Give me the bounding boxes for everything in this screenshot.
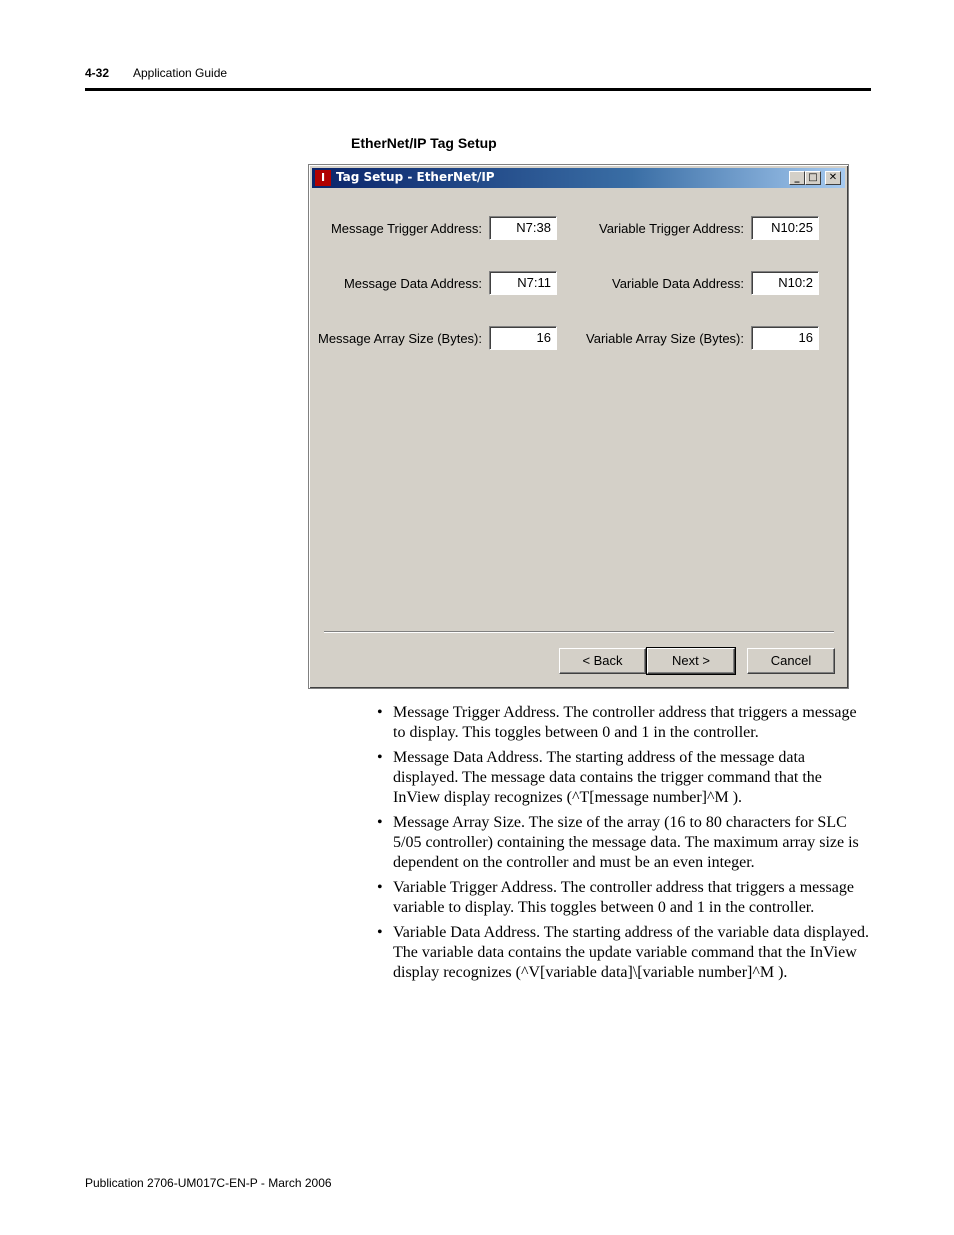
list-item: • Variable Data Address. The starting address of the variable data displayed. The variable data contains the update variable command that the InView display recognizes (^V[variable data]\[variable number]^M ). (377, 923, 869, 983)
message-data-address-label: Message Data Address: (343, 276, 482, 291)
list-item: • Message Array Size. The size of the array (16 to 80 characters for SLC 5/05 controller) containing the message data. The maximum array size is dependent on the controller and must be an even integer. (377, 813, 869, 873)
tag-setup-dialog (308, 164, 849, 689)
list-item: • Message Data Address. The starting address of the message data displayed. The message data contains the trigger command that the InView display recognizes (^T[message number]^M ). (377, 748, 869, 808)
close-icon[interactable]: ✕ (825, 171, 841, 185)
header-rule (85, 88, 871, 91)
list-item: • Message Trigger Address. The controller address that triggers a message to display. This toggles between 0 and 1 in the controller. (377, 703, 869, 743)
message-trigger-address-field[interactable]: N7:38 (489, 216, 557, 240)
message-data-address-field[interactable]: N7:11 (489, 271, 557, 295)
variable-trigger-address-label: Variable Trigger Address: (599, 221, 744, 236)
cancel-button[interactable]: Cancel (747, 648, 835, 674)
message-trigger-address-label: Message Trigger Address: (330, 221, 482, 236)
maximize-icon[interactable]: □ (805, 171, 821, 185)
variable-data-address-field[interactable]: N10:2 (751, 271, 819, 295)
app-icon: I (315, 170, 331, 186)
variable-array-size-field[interactable]: 16 (751, 326, 819, 350)
variable-trigger-address-field[interactable]: N10:25 (751, 216, 819, 240)
button-separator (324, 631, 834, 633)
publication-footer: Publication 2706-UM017C-EN-P - March 2006 (85, 1176, 332, 1190)
dialog-title: Tag Setup - EtherNet/IP (336, 170, 495, 184)
message-array-size-label: Message Array Size (Bytes): (318, 331, 482, 346)
variable-array-size-label: Variable Array Size (Bytes): (586, 331, 744, 346)
minimize-icon[interactable]: _ (789, 171, 805, 185)
next-button[interactable]: Next > (647, 648, 735, 674)
figure-caption: EtherNet/IP Tag Setup (351, 135, 497, 151)
dialog-titlebar[interactable] (312, 168, 845, 188)
field-descriptions (377, 703, 869, 988)
list-item: • Variable Trigger Address. The controller address that triggers a message variable to display. This toggles between 0 and 1 in the controller. (377, 878, 869, 918)
message-array-size-field[interactable]: 16 (489, 326, 557, 350)
section-title: Application Guide (133, 66, 228, 80)
page-number: 4-32 (85, 66, 110, 80)
back-button[interactable]: < Back (559, 648, 646, 674)
variable-data-address-label: Variable Data Address: (612, 276, 744, 291)
